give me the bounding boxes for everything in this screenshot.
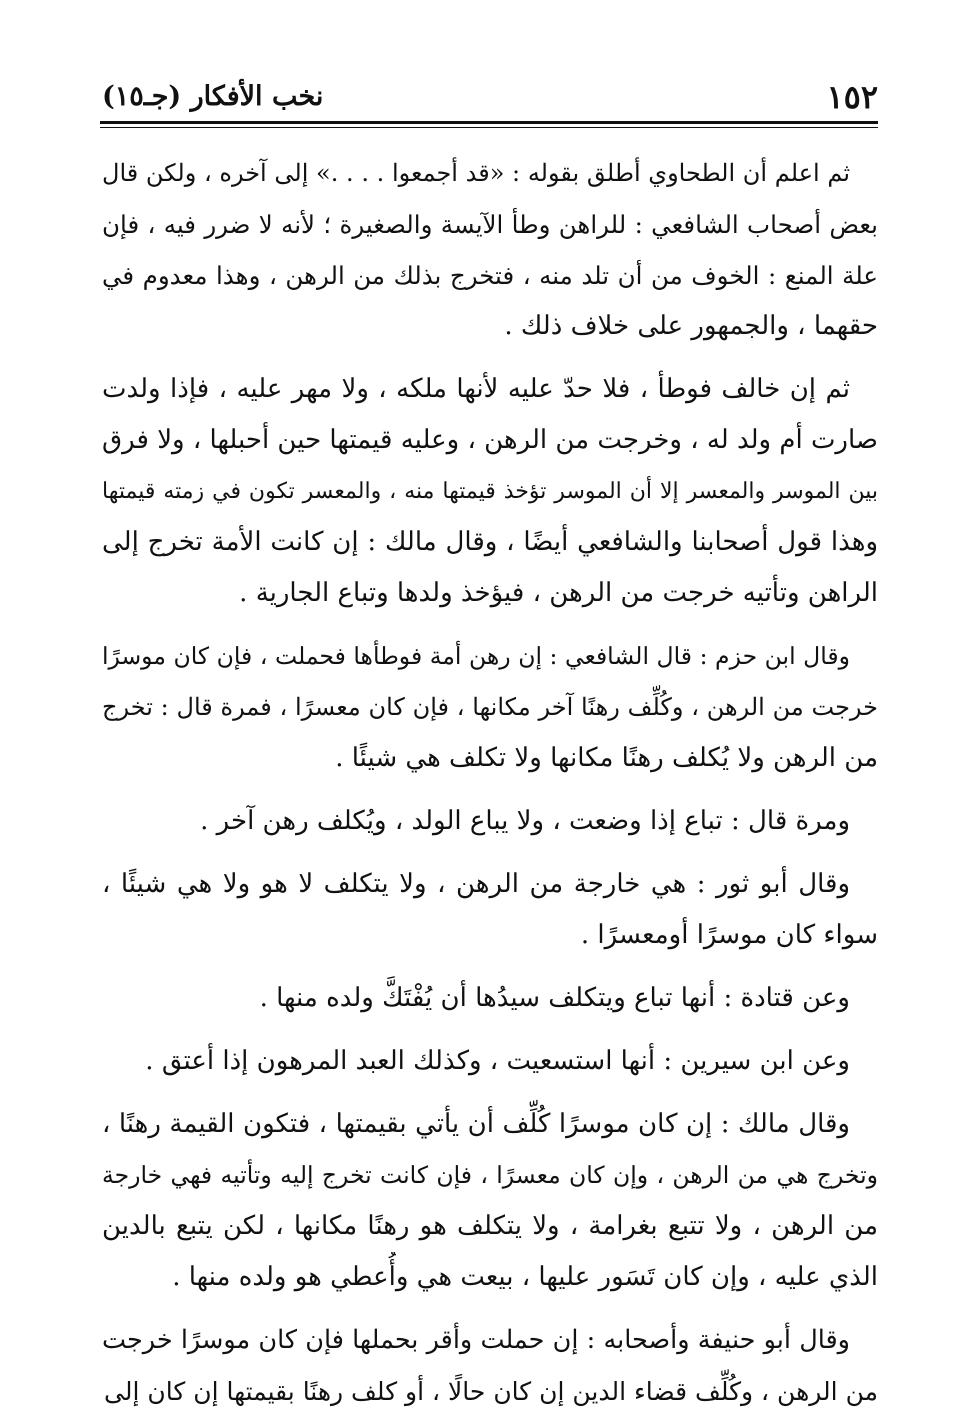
text-line: من الرهن ، وكُلِّف قضاء الدين إن كان حالًا ، أو كلف رهنًا بقيمتها إن كان إلى [104, 1377, 878, 1406]
text-line: من الرهن ، ولا تتبع بغرامة ، ولا يتكلف هو رهنًا مكانها ، لكن يتبع بالدين [102, 1211, 878, 1241]
text-line: الراهن وتأتيه خرجت من الرهن ، فيؤخذ ولدها وتباع الجارية . [239, 578, 878, 608]
text-line: ثم اعلم أن الطحاوي أطلق بقوله : «قد أجمعوا . . . .» إلى آخره ، ولكن قال [102, 159, 850, 187]
text-line: الذي عليه ، وإن كان تَسَور عليها ، بيعت هي وأُعطي هو ولده منها . [172, 1262, 878, 1292]
paragraph [102, 1099, 878, 1303]
text-line: وقال أبو حنيفة وأصحابه : إن حملت وأقر بحملها فإن كان موسرًا خرجت [102, 1325, 850, 1355]
page-number: ١٥٢ [826, 78, 878, 116]
text-line: ومرة قال : تباع إذا وضعت ، ولا يباع الولد ، ويُكلف رهن آخر . [200, 806, 850, 836]
text-line: وهذا قول أصحابنا والشافعي أيضًا ، وقال مالك : إن كانت الأمة تخرج إلى [102, 527, 878, 557]
text-line: ثم إن خالف فوطأ ، فلا حدّ عليه لأنها ملكه ، ولا مهر عليه ، فإذا ولدت [102, 374, 850, 404]
text-line: وقال أبو ثور : هي خارجة من الرهن ، ولا يتكلف لا هو ولا هي شيئًا ، [102, 869, 850, 899]
header-rule-thin [100, 127, 878, 128]
paragraph [102, 796, 878, 847]
text-line: من الرهن ولا يُكلف رهنًا مكانها ولا تكلف هي شيئًا . [335, 743, 878, 773]
header-rule-thick [100, 121, 878, 124]
running-header [102, 74, 878, 120]
paragraph [102, 148, 878, 352]
paragraph [102, 1315, 878, 1417]
text-line: سواء كان موسرًا أومعسرًا . [580, 920, 878, 950]
book-title: نخب الأفكار (جـ١٥) [102, 81, 324, 112]
text-line: وقال ابن حزم : قال الشافعي : إن رهن أمة فوطأها فحملت ، فإن كان موسرًا [102, 642, 850, 670]
text-line: خرجت من الرهن ، وكُلِّف رهنًا آخر مكانها ، فإن كان معسرًا ، فمرة قال : تخرج [102, 693, 878, 721]
body-text [102, 148, 878, 1417]
text-line: بين الموسر والمعسر إلا أن الموسر تؤخذ قيمتها منه ، والمعسر تكون في زمته قيمتها [102, 479, 878, 504]
paragraph [102, 364, 878, 619]
text-line: علة المنع : الخوف من أن تلد منه ، فتخرج بذلك من الرهن ، وهذا معدوم في [102, 261, 878, 290]
paragraph [102, 859, 878, 961]
text-line: وتخرج هي من الرهن ، وإن كان معسرًا ، فإن كانت تخرج إليه وتأتيه فهي خارجة [102, 1161, 878, 1189]
text-line: حقهما ، والجمهور على خلاف ذلك . [504, 311, 878, 341]
paragraph [102, 1036, 878, 1087]
text-line: بعض أصحاب الشافعي : للراهن وطأ الآيسة والصغيرة ؛ لأنه لا ضرر فيه ، فإن [102, 210, 878, 239]
text-line: صارت أم ولد له ، وخرجت من الرهن ، وعليه قيمتها حين أحبلها ، ولا فرق [102, 425, 878, 455]
text-line: وقال مالك : إن كان موسرًا كُلِّف أن يأتي بقيمتها ، فتكون القيمة رهنًا ، [102, 1109, 850, 1139]
paragraph [102, 631, 878, 784]
text-line: وعن ابن سيرين : أنها استسعيت ، وكذلك العبد المرهون إذا أعتق . [145, 1046, 850, 1076]
paragraph [102, 973, 878, 1024]
text-line: وعن قتادة : أنها تباع ويتكلف سيدُها أن يُفْتَكَّ ولده منها . [259, 983, 850, 1013]
